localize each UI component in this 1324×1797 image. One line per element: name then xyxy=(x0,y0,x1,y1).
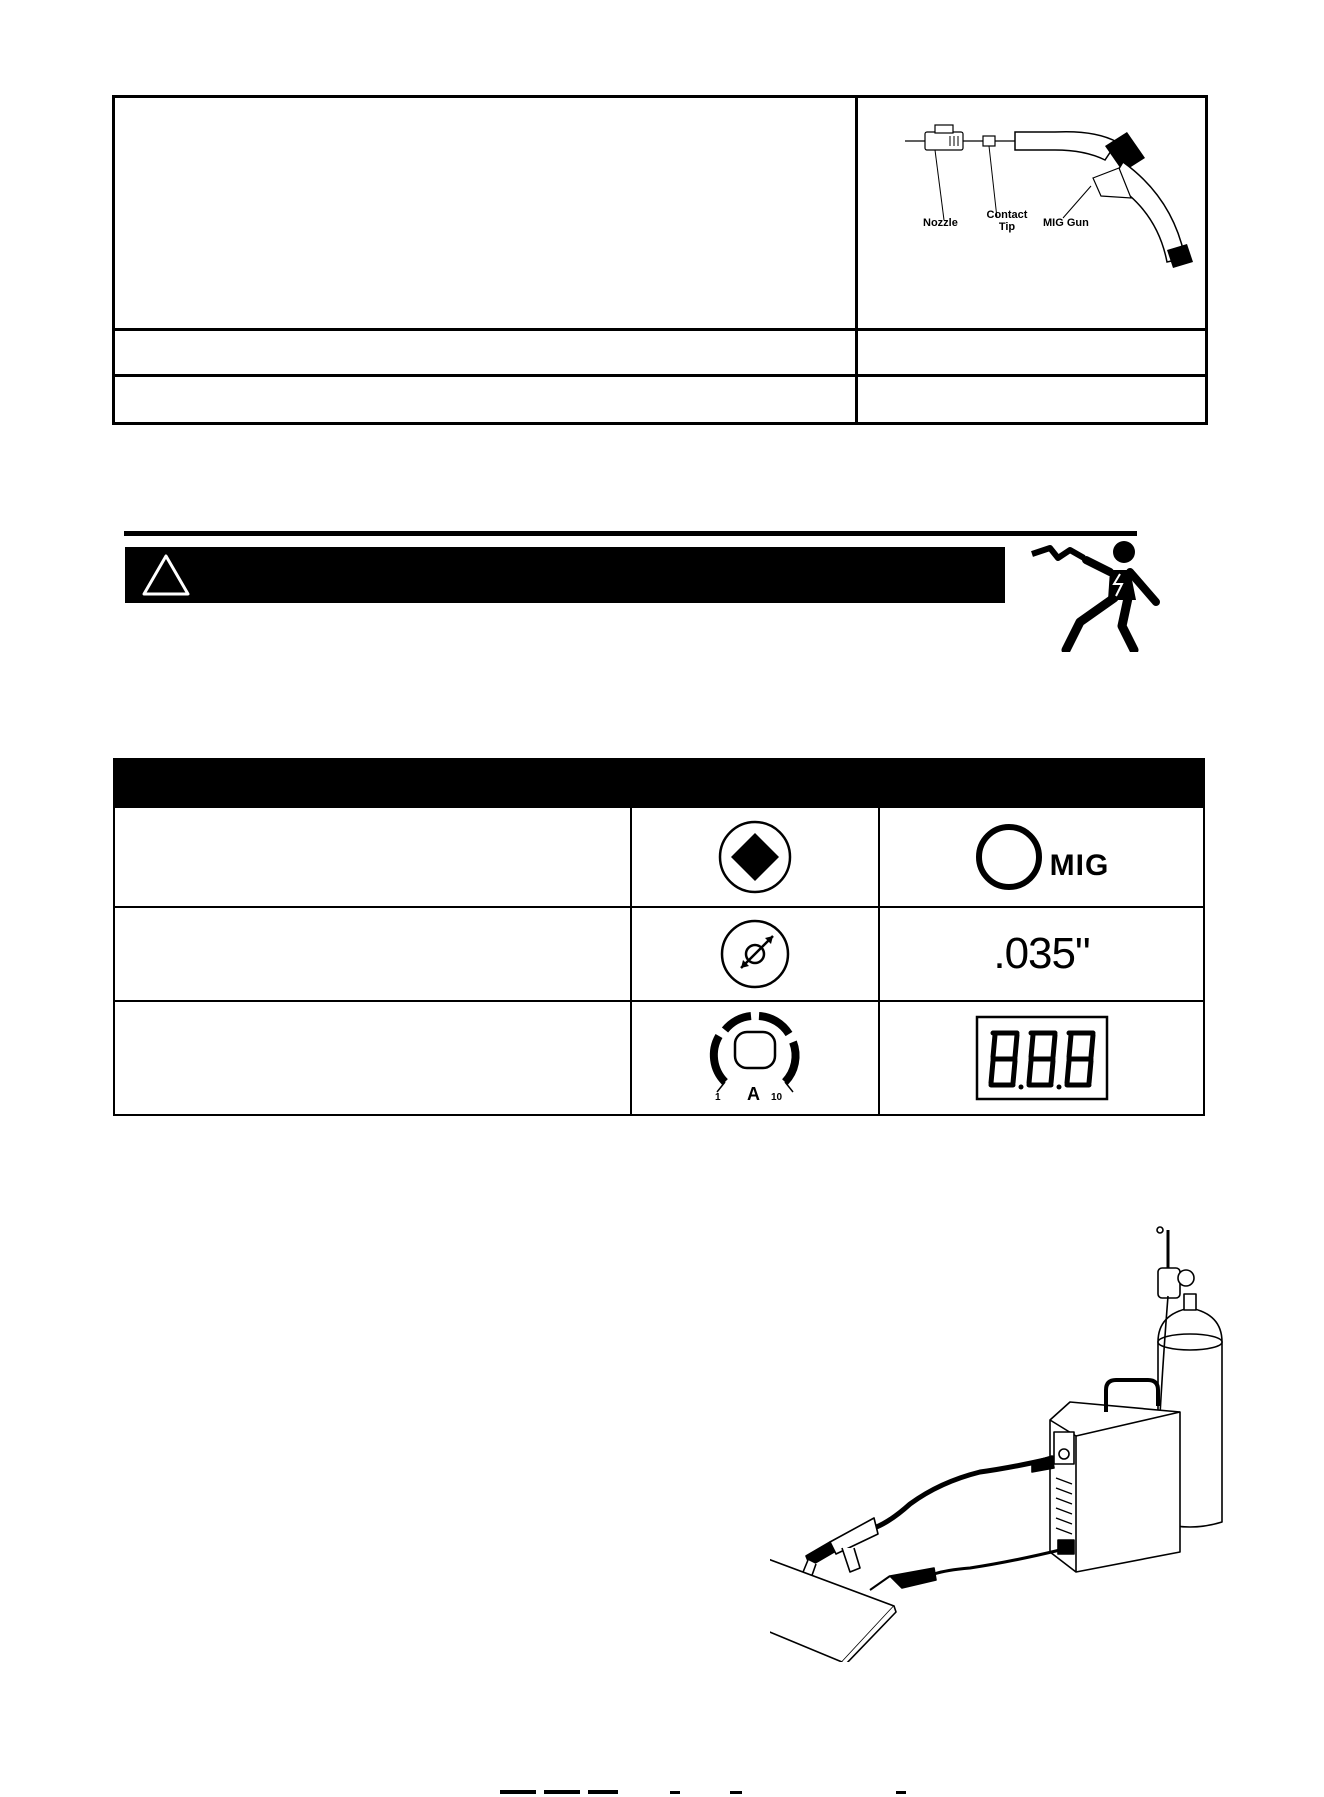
table-cell xyxy=(880,1002,1203,1114)
electric-shock-hazard-icon xyxy=(1030,540,1160,652)
amperage-dial-icon xyxy=(705,1006,805,1110)
table-cell xyxy=(632,808,878,906)
mig-gun-diagram xyxy=(905,106,1205,276)
warning-banner xyxy=(125,547,1005,603)
nozzle-label: Nozzle xyxy=(923,217,958,229)
welder-setup-illustration xyxy=(770,1222,1250,1662)
dial-max-label: 10 xyxy=(771,1092,783,1103)
page-footer-marks xyxy=(500,1788,950,1796)
mig-mode-label: MIG xyxy=(1049,849,1110,882)
table-header xyxy=(115,760,1203,806)
circle-mig-icon xyxy=(974,822,1044,892)
table-cell xyxy=(880,908,1203,1000)
table-cell xyxy=(632,1002,878,1114)
contact-tip-label xyxy=(981,209,1033,233)
dial-min-label: 1 xyxy=(715,1092,721,1103)
table-cell xyxy=(880,808,1203,906)
table-divider xyxy=(115,328,1205,331)
control-symbols-table xyxy=(113,758,1205,1116)
warning-triangle-icon xyxy=(141,553,191,597)
contact-tip-label-line1: Contact xyxy=(986,209,1028,221)
dial-unit-label: A xyxy=(747,1084,760,1104)
table-divider xyxy=(115,374,1205,377)
dial-arc xyxy=(705,1006,805,1094)
wire-diameter-icon xyxy=(719,918,791,990)
wire-size-value: .035" xyxy=(993,929,1090,978)
mig-gun-label: MIG Gun xyxy=(1043,217,1089,229)
consumables-table xyxy=(112,95,1208,425)
table-cell xyxy=(632,908,878,1000)
seven-segment-display-icon xyxy=(975,1015,1109,1101)
section-rule xyxy=(124,531,1137,536)
contact-tip-label-line2: Tip xyxy=(998,221,1016,233)
diamond-in-circle-icon xyxy=(717,819,793,895)
